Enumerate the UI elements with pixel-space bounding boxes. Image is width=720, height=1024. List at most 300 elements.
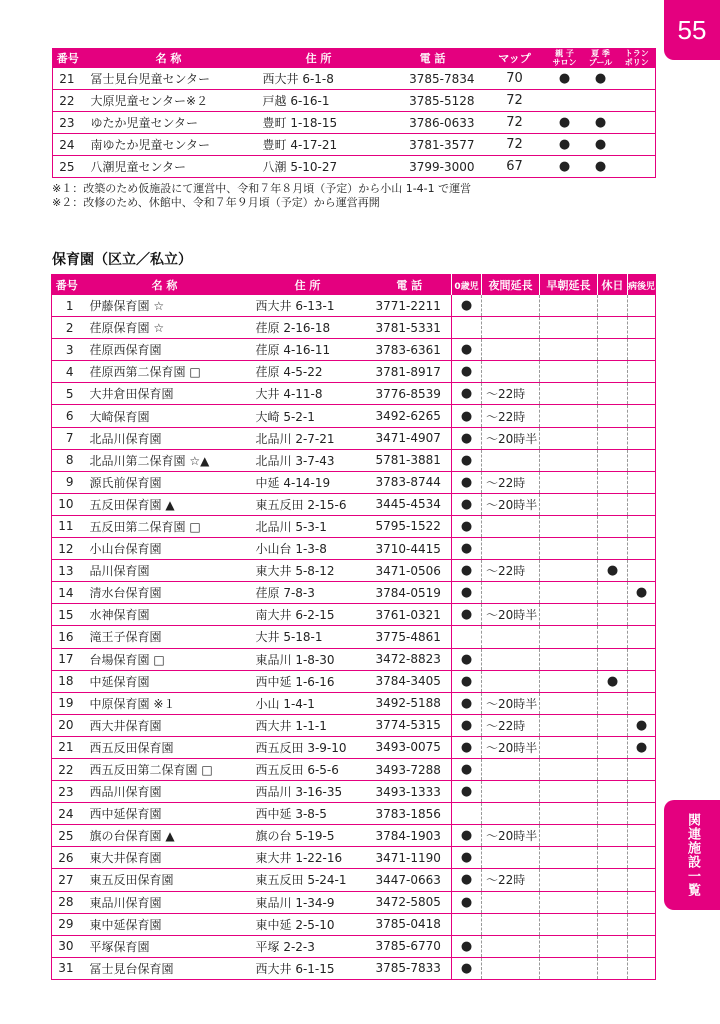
facility-phone: 3799-3000 [383, 156, 483, 178]
sick-child-mark [628, 869, 656, 891]
holiday-mark: ● [598, 560, 628, 582]
facility-name: 南ゆたか児童センター [83, 134, 255, 156]
holiday-mark [598, 427, 628, 449]
nursery-address: 西大井 1-1-1 [248, 714, 368, 736]
table-row [53, 112, 656, 134]
table-row [52, 295, 656, 317]
row-number: 2 [52, 317, 82, 339]
row-number: 23 [52, 781, 82, 803]
night-extension: ～20時半 [482, 736, 540, 758]
sick-child-mark [628, 493, 656, 515]
sick-child-mark: ● [628, 714, 656, 736]
night-extension [482, 670, 540, 692]
morning-extension [540, 515, 598, 537]
holiday-mark [598, 515, 628, 537]
section-side-tab[interactable] [664, 800, 720, 910]
morning-extension [540, 692, 598, 714]
zero-age-mark [452, 803, 482, 825]
night-extension [482, 538, 540, 560]
sick-child-mark [628, 560, 656, 582]
nursery-address: 大崎 5-2-1 [248, 405, 368, 427]
nursery-address: 大井 5-18-1 [248, 626, 368, 648]
sick-child-mark [628, 670, 656, 692]
table-row [52, 405, 656, 427]
morning-extension [540, 825, 598, 847]
table-row [52, 361, 656, 383]
header-map: マップ [483, 48, 547, 68]
zero-age-mark: ● [452, 670, 482, 692]
row-number: 7 [52, 427, 82, 449]
sick-child-mark [628, 935, 656, 957]
table-row [52, 449, 656, 471]
holiday-mark [598, 648, 628, 670]
nursery-name: 北品川保育園 [82, 427, 248, 449]
header-name: 名 称 [83, 48, 255, 68]
nursery-name: 清水台保育園 [82, 582, 248, 604]
nursery-name: 東品川保育園 [82, 891, 248, 913]
night-extension [482, 582, 540, 604]
morning-extension [540, 913, 598, 935]
holiday-mark: ● [598, 670, 628, 692]
nursery-phone: 3492-5188 [368, 692, 452, 714]
row-number: 13 [52, 560, 82, 582]
night-extension [482, 935, 540, 957]
night-extension: ～22時 [482, 869, 540, 891]
row-number: 28 [52, 891, 82, 913]
row-number: 9 [52, 471, 82, 493]
nursery-name: 五反田第二保育園 □ [82, 515, 248, 537]
nursery-header-name: 名 称 [82, 275, 248, 296]
zero-age-mark: ● [452, 714, 482, 736]
nursery-phone: 3784-3405 [368, 670, 452, 692]
zero-age-mark: ● [452, 825, 482, 847]
row-number: 18 [52, 670, 82, 692]
morning-extension [540, 560, 598, 582]
pool-mark: ● [583, 68, 619, 90]
morning-extension [540, 648, 598, 670]
nursery-header-phone: 電 話 [368, 275, 452, 296]
night-extension: ～22時 [482, 560, 540, 582]
facility-address: 豊町 1-18-15 [255, 112, 383, 134]
nursery-section-title: 保育園（区立／私立） [52, 252, 192, 268]
nursery-name: 冨士見台保育園 [82, 957, 248, 979]
nursery-name: 水神保育園 [82, 604, 248, 626]
nursery-name: 滝王子保育園 [82, 626, 248, 648]
morning-extension [540, 582, 598, 604]
sick-child-mark [628, 825, 656, 847]
nursery-phone: 3785-0418 [368, 913, 452, 935]
night-extension: ～22時 [482, 471, 540, 493]
zero-age-mark: ● [452, 560, 482, 582]
table-row [53, 68, 656, 90]
facility-name: 冨士見台児童センター [83, 68, 255, 90]
zero-age-mark: ● [452, 648, 482, 670]
zero-age-mark: ● [452, 493, 482, 515]
sick-child-mark [628, 383, 656, 405]
table-row [52, 626, 656, 648]
nursery-table [51, 274, 656, 980]
nursery-name: 東五反田保育園 [82, 869, 248, 891]
header-trampoline: トラン ポリン [619, 48, 656, 68]
nursery-address: 西大井 6-1-15 [248, 957, 368, 979]
table-row [52, 891, 656, 913]
nursery-address: 西大井 6-13-1 [248, 295, 368, 317]
holiday-mark [598, 538, 628, 560]
table-row [52, 515, 656, 537]
holiday-mark [598, 626, 628, 648]
zero-age-mark: ● [452, 604, 482, 626]
holiday-mark [598, 803, 628, 825]
zero-age-mark: ● [452, 736, 482, 758]
facility-name: ゆたか児童センター [83, 112, 255, 134]
nursery-phone: 3471-4907 [368, 427, 452, 449]
nursery-phone: 3776-8539 [368, 383, 452, 405]
night-extension [482, 913, 540, 935]
holiday-mark [598, 935, 628, 957]
nursery-phone: 3472-8823 [368, 648, 452, 670]
night-extension: ～22時 [482, 383, 540, 405]
nursery-phone: 3447-0663 [368, 869, 452, 891]
row-number: 3 [52, 339, 82, 361]
facility-address: 八潮 5-10-27 [255, 156, 383, 178]
facility-phone: 3785-5128 [383, 90, 483, 112]
nursery-phone: 3492-6265 [368, 405, 452, 427]
map-page: 72 [483, 134, 547, 156]
map-page: 72 [483, 90, 547, 112]
nursery-phone: 3785-7833 [368, 957, 452, 979]
row-number: 12 [52, 538, 82, 560]
row-number: 26 [52, 847, 82, 869]
map-page: 72 [483, 112, 547, 134]
sick-child-mark [628, 538, 656, 560]
holiday-mark [598, 714, 628, 736]
night-extension [482, 515, 540, 537]
nursery-phone: 3445-4534 [368, 493, 452, 515]
sick-child-mark [628, 781, 656, 803]
nursery-name: 荏原保育園 ☆ [82, 317, 248, 339]
row-number: 14 [52, 582, 82, 604]
nursery-name: 西品川保育園 [82, 781, 248, 803]
holiday-mark [598, 582, 628, 604]
row-number: 11 [52, 515, 82, 537]
nursery-header-num: 番号 [52, 275, 82, 296]
night-extension: ～20時半 [482, 692, 540, 714]
zero-age-mark [452, 913, 482, 935]
nursery-address: 荏原 7-8-3 [248, 582, 368, 604]
salon-mark: ● [547, 156, 583, 178]
holiday-mark [598, 825, 628, 847]
row-number: 16 [52, 626, 82, 648]
holiday-mark [598, 383, 628, 405]
trampoline-mark [619, 90, 656, 112]
nursery-address: 小山 1-4-1 [248, 692, 368, 714]
facility-address: 戸越 6-16-1 [255, 90, 383, 112]
night-extension [482, 361, 540, 383]
nursery-address: 大井 4-11-8 [248, 383, 368, 405]
nursery-address: 西五反田 6-5-6 [248, 758, 368, 780]
zero-age-mark: ● [452, 692, 482, 714]
nursery-name: 東大井保育園 [82, 847, 248, 869]
morning-extension [540, 361, 598, 383]
holiday-mark [598, 692, 628, 714]
zero-age-mark: ● [452, 957, 482, 979]
night-extension: ～20時半 [482, 493, 540, 515]
nursery-name: 小山台保育園 [82, 538, 248, 560]
sick-child-mark [628, 891, 656, 913]
facility-name: 八潮児童センター [83, 156, 255, 178]
night-extension [482, 648, 540, 670]
table-row [52, 339, 656, 361]
sick-child-mark [628, 803, 656, 825]
nursery-address: 北品川 2-7-21 [248, 427, 368, 449]
zero-age-mark: ● [452, 295, 482, 317]
nursery-address: 荏原 4-16-11 [248, 339, 368, 361]
morning-extension [540, 405, 598, 427]
morning-extension [540, 317, 598, 339]
row-number: 17 [52, 648, 82, 670]
night-extension [482, 317, 540, 339]
nursery-address: 旗の台 5-19-5 [248, 825, 368, 847]
nursery-phone: 3471-0506 [368, 560, 452, 582]
morning-extension [540, 714, 598, 736]
zero-age-mark: ● [452, 339, 482, 361]
table-row [52, 670, 656, 692]
nursery-name: 大崎保育園 [82, 405, 248, 427]
nursery-phone: 3471-1190 [368, 847, 452, 869]
zero-age-mark: ● [452, 515, 482, 537]
zero-age-mark: ● [452, 361, 482, 383]
morning-extension [540, 427, 598, 449]
holiday-mark [598, 604, 628, 626]
nursery-name: 北品川第二保育園 ☆▲ [82, 449, 248, 471]
nursery-address: 東大井 5-8-12 [248, 560, 368, 582]
table-row [52, 471, 656, 493]
morning-extension [540, 604, 598, 626]
sick-child-mark [628, 515, 656, 537]
row-number: 6 [52, 405, 82, 427]
table-row [52, 758, 656, 780]
trampoline-mark [619, 112, 656, 134]
facility-phone: 3781-3577 [383, 134, 483, 156]
sick-child-mark: ● [628, 736, 656, 758]
nursery-header-morning: 早朝延長 [540, 275, 598, 296]
night-extension [482, 626, 540, 648]
zero-age-mark: ● [452, 427, 482, 449]
salon-mark: ● [547, 134, 583, 156]
sick-child-mark [628, 626, 656, 648]
sick-child-mark: ● [628, 582, 656, 604]
table-row [52, 847, 656, 869]
holiday-mark [598, 449, 628, 471]
table-row [53, 156, 656, 178]
salon-mark: ● [547, 112, 583, 134]
nursery-name: 台場保育園 □ [82, 648, 248, 670]
nursery-header-row [52, 275, 656, 296]
nursery-phone: 3774-5315 [368, 714, 452, 736]
zero-age-mark [452, 626, 482, 648]
table-row [52, 825, 656, 847]
row-number: 5 [52, 383, 82, 405]
row-number: 24 [53, 134, 83, 156]
nursery-phone: 3783-1856 [368, 803, 452, 825]
zero-age-mark: ● [452, 471, 482, 493]
table-row [52, 913, 656, 935]
holiday-mark [598, 869, 628, 891]
night-extension [482, 891, 540, 913]
nursery-name: 西五反田保育園 [82, 736, 248, 758]
holiday-mark [598, 736, 628, 758]
zero-age-mark: ● [452, 449, 482, 471]
nursery-name: 西五反田第二保育園 □ [82, 758, 248, 780]
nursery-phone: 3783-6361 [368, 339, 452, 361]
nursery-address: 中延 4-14-19 [248, 471, 368, 493]
morning-extension [540, 339, 598, 361]
row-number: 22 [52, 758, 82, 780]
sick-child-mark [628, 692, 656, 714]
row-number: 23 [53, 112, 83, 134]
nursery-name: 源氏前保育園 [82, 471, 248, 493]
row-number: 20 [52, 714, 82, 736]
table-row [52, 383, 656, 405]
nursery-name: 西大井保育園 [82, 714, 248, 736]
row-number: 30 [52, 935, 82, 957]
nursery-phone: 3781-5331 [368, 317, 452, 339]
night-extension [482, 449, 540, 471]
morning-extension [540, 471, 598, 493]
sick-child-mark [628, 913, 656, 935]
nursery-address: 西五反田 3-9-10 [248, 736, 368, 758]
zero-age-mark: ● [452, 538, 482, 560]
holiday-mark [598, 339, 628, 361]
table-row [52, 781, 656, 803]
row-number: 21 [53, 68, 83, 90]
night-extension [482, 781, 540, 803]
nursery-name: 大井倉田保育園 [82, 383, 248, 405]
zero-age-mark: ● [452, 869, 482, 891]
zero-age-mark: ● [452, 405, 482, 427]
zero-age-mark [452, 317, 482, 339]
table-row [52, 604, 656, 626]
nursery-phone: 3493-7288 [368, 758, 452, 780]
table-row [52, 538, 656, 560]
nursery-body [52, 295, 656, 979]
holiday-mark [598, 493, 628, 515]
sick-child-mark [628, 847, 656, 869]
nursery-name: 西中延保育園 [82, 803, 248, 825]
night-extension [482, 957, 540, 979]
nursery-address: 東五反田 5-24-1 [248, 869, 368, 891]
morning-extension [540, 781, 598, 803]
nursery-name: 荏原西保育園 [82, 339, 248, 361]
table-row [52, 427, 656, 449]
nursery-phone: 5781-3881 [368, 449, 452, 471]
trampoline-mark [619, 68, 656, 90]
page-number: 55 [677, 14, 707, 45]
night-extension [482, 758, 540, 780]
nursery-header-night: 夜間延長 [482, 275, 540, 296]
morning-extension [540, 383, 598, 405]
morning-extension [540, 538, 598, 560]
holiday-mark [598, 361, 628, 383]
zero-age-mark: ● [452, 758, 482, 780]
morning-extension [540, 869, 598, 891]
nursery-address: 荏原 4-5-22 [248, 361, 368, 383]
zero-age-mark: ● [452, 383, 482, 405]
header-salon: 親 子 サロン [547, 48, 583, 68]
night-extension [482, 803, 540, 825]
morning-extension [540, 736, 598, 758]
nursery-address: 東品川 1-34-9 [248, 891, 368, 913]
table-row [52, 317, 656, 339]
nursery-name: 伊藤保育園 ☆ [82, 295, 248, 317]
nursery-name: 荏原西第二保育園 □ [82, 361, 248, 383]
children-center-header-row [53, 48, 656, 68]
morning-extension [540, 449, 598, 471]
nursery-phone: 3775-4861 [368, 626, 452, 648]
sick-child-mark [628, 339, 656, 361]
holiday-mark [598, 317, 628, 339]
row-number: 21 [52, 736, 82, 758]
nursery-phone: 3761-0321 [368, 604, 452, 626]
morning-extension [540, 891, 598, 913]
table-row [52, 736, 656, 758]
nursery-address: 西中延 1-6-16 [248, 670, 368, 692]
salon-mark [547, 90, 583, 112]
nursery-address: 荏原 2-16-18 [248, 317, 368, 339]
facility-phone: 3785-7834 [383, 68, 483, 90]
header-num: 番号 [53, 48, 83, 68]
holiday-mark [598, 913, 628, 935]
night-extension [482, 339, 540, 361]
sick-child-mark [628, 449, 656, 471]
header-pool: 夏 季 プール [583, 48, 619, 68]
sick-child-mark [628, 957, 656, 979]
sick-child-mark [628, 604, 656, 626]
holiday-mark [598, 405, 628, 427]
nursery-name: 東中延保育園 [82, 913, 248, 935]
row-number: 1 [52, 295, 82, 317]
sick-child-mark [628, 317, 656, 339]
nursery-name: 旗の台保育園 ▲ [82, 825, 248, 847]
row-number: 31 [52, 957, 82, 979]
holiday-mark [598, 295, 628, 317]
nursery-address: 北品川 5-3-1 [248, 515, 368, 537]
nursery-name: 中延保育園 [82, 670, 248, 692]
holiday-mark [598, 758, 628, 780]
holiday-mark [598, 471, 628, 493]
row-number: 10 [52, 493, 82, 515]
nursery-header-holiday: 休日 [598, 275, 628, 296]
facility-address: 西大井 6-1-8 [255, 68, 383, 90]
nursery-phone: 3771-2211 [368, 295, 452, 317]
table-row [53, 134, 656, 156]
row-number: 25 [53, 156, 83, 178]
row-number: 29 [52, 913, 82, 935]
nursery-phone: 3710-4415 [368, 538, 452, 560]
night-extension [482, 295, 540, 317]
row-number: 25 [52, 825, 82, 847]
morning-extension [540, 626, 598, 648]
row-number: 15 [52, 604, 82, 626]
night-extension [482, 847, 540, 869]
holiday-mark [598, 891, 628, 913]
night-extension: ～22時 [482, 714, 540, 736]
facility-phone: 3786-0633 [383, 112, 483, 134]
nursery-address: 東中延 2-5-10 [248, 913, 368, 935]
nursery-header-address: 住 所 [248, 275, 368, 296]
sick-child-mark [628, 427, 656, 449]
nursery-address: 西品川 3-16-35 [248, 781, 368, 803]
